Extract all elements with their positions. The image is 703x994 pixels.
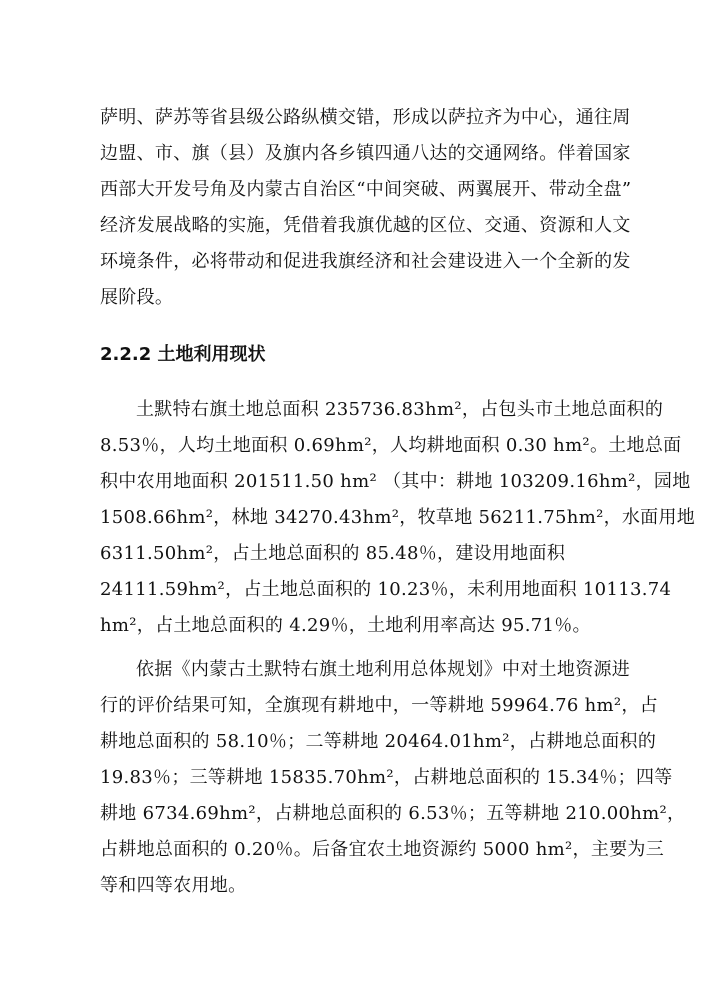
para2-line-6: 占耕地总面积的 0.20％。后备宜农土地资源约 5000 hm²，主要为三 xyxy=(100,839,665,860)
para1-line-2: 8.53％，人均土地面积 0.69hm²，人均耕地面积 0.30 hm²。土地总面 xyxy=(100,435,682,456)
para2-line-4: 19.83％；三等耕地 15835.70hm²，占耕地总面积的 15.34％；四等 xyxy=(100,767,673,788)
intro-line-6: 展阶段。 xyxy=(100,287,174,308)
para2-line-3: 耕地总面积的 58.10％；二等耕地 20464.01hm²，占耕地总面积的 xyxy=(100,731,657,752)
para2-line-7: 等和四等农用地。 xyxy=(100,875,247,896)
para1-line-1: 土默特右旗土地总面积 235736.83hm²，占包头市土地总面积的 xyxy=(136,399,664,420)
para2-line-2: 行的评价结果可知，全旗现有耕地中，一等耕地 59964.76 hm²，占 xyxy=(100,695,659,716)
para1-line-5: 6311.50hm²，占土地总面积的 85.48％，建设用地面积 xyxy=(100,543,566,564)
para1-line-6: 24111.59hm²，占土地总面积的 10.23％，未利用地面积 10113.74 xyxy=(100,579,672,600)
para2-line-5: 耕地 6734.69hm²，占耕地总面积的 6.53％；五等耕地 210.00hm²， xyxy=(100,803,686,824)
intro-line-1: 萨明、萨苏等省县级公路纵横交错，形成以萨拉齐为中心，通往周 xyxy=(100,107,631,128)
intro-line-3: 西部大开发号角及内蒙古自治区“中间突破、两翼展开、带动全盘” xyxy=(100,179,632,200)
para2-line-1: 依据《内蒙古土默特右旗土地利用总体规划》中对土地资源进 xyxy=(136,659,631,680)
section-heading: 2.2.2 土地利用现状 xyxy=(100,344,266,365)
para1-line-3: 积中农用地面积 201511.50 hm² （其中：耕地 103209.16hm²，园地 xyxy=(100,471,691,492)
intro-line-5: 环境条件，必将带动和促进我旗经济和社会建设进入一个全新的发 xyxy=(100,251,631,272)
intro-line-2: 边盟、市、旗（县）及旗内各乡镇四通八达的交通网络。伴着国家 xyxy=(100,143,631,164)
intro-line-4: 经济发展战略的实施，凭借着我旗优越的区位、交通、资源和人文 xyxy=(100,215,631,236)
para1-line-4: 1508.66hm²，林地 34270.43hm²，牧草地 56211.75hm²，水面用地 xyxy=(100,507,696,528)
para1-line-7: hm²，占土地总面积的 4.29％，土地利用率高达 95.71％。 xyxy=(100,615,591,636)
